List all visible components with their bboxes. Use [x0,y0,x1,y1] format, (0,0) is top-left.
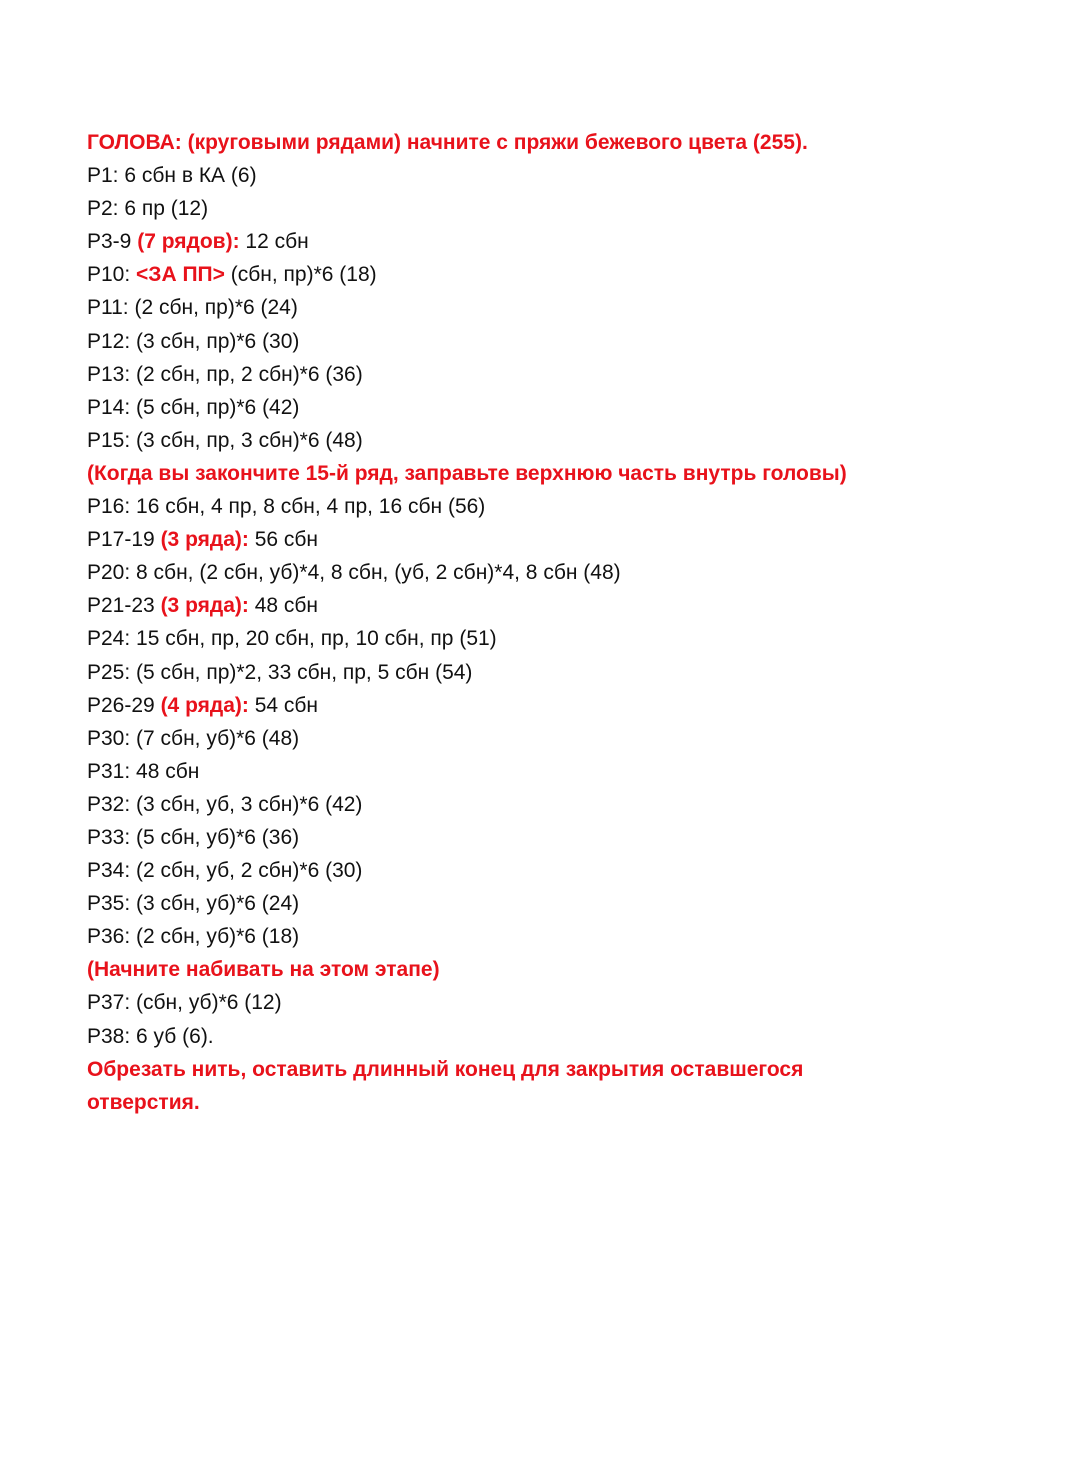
row-25: Р25: (5 сбн, пр)*2, 33 сбн, пр, 5 сбн (54) [87,660,473,684]
row-16: Р16: 16 сбн, 4 пр, 8 сбн, 4 пр, 16 сбн (56) [87,495,486,519]
row-14: Р14: (5 сбн, пр)*6 (42) [87,395,300,419]
row-count-note: (4 ряда): [160,693,249,717]
row-label: Р26-29 [87,693,161,717]
section-heading: ГОЛОВА: (круговыми рядами) начните с пряжи бежевого цвета (255). [87,131,808,154]
row-13: Р13: (2 сбн, пр, 2 сбн)*6 (36) [87,362,363,386]
row-label: Р21-23 [87,594,161,618]
row-35: Р35: (3 сбн, уб)*6 (24) [87,892,300,916]
row-21-23 [87,589,1047,622]
row-12: Р12: (3 сбн, пр)*6 (30) [87,329,300,353]
row-38: Р38: 6 уб (6). [87,1024,214,1048]
row-15: Р15: (3 сбн, пр, 3 сбн)*6 (48) [87,428,363,452]
row-1: Р1: 6 сбн в КА (6) [87,164,257,188]
closing-instruction-line-2: отверстия. [87,1090,200,1114]
row-2: Р2: 6 пр (12) [87,197,209,221]
row-count-note: (7 рядов): [137,230,240,254]
row-34: Р34: (2 сбн, уб, 2 сбн)*6 (30) [87,859,363,883]
row-instructions: 56 сбн [248,528,319,552]
row-3-9 [87,225,1047,258]
row-17-19 [87,523,1047,556]
row-label: Р10: [87,263,137,287]
note-stuffing: (Начните набивать на этом этапе) [87,958,440,982]
row-instructions: 54 сбн [248,693,319,717]
closing-instruction-line-1: Обрезать нить, оставить длинный конец для закрытия оставшегося [87,1057,804,1081]
row-10 [87,258,1047,291]
row-30: Р30: (7 сбн, уб)*6 (48) [87,726,300,750]
row-instructions: 48 сбн [248,594,319,618]
row-32: Р32: (3 сбн, уб, 3 сбн)*6 (42) [87,792,363,816]
row-instructions: (сбн, пр)*6 (18) [224,263,377,287]
back-loop-note: <ЗА ПП> [136,263,225,287]
row-31: Р31: 48 сбн [87,759,200,783]
row-26-29 [87,689,1047,722]
row-24: Р24: 15 сбн, пр, 20 сбн, пр, 10 сбн, пр (51) [87,627,497,651]
row-33: Р33: (5 сбн, уб)*6 (36) [87,825,300,849]
row-label: Р3-9 [87,230,138,254]
row-20: Р20: 8 сбн, (2 сбн, уб)*4, 8 сбн, (уб, 2 сбн)*4, 8 сбн (48) [87,561,621,585]
note-after-row-15: (Когда вы закончите 15-й ряд, заправьте верхнюю часть внутрь головы) [87,461,847,485]
row-label: Р17-19 [87,528,161,552]
row-36: Р36: (2 сбн, уб)*6 (18) [87,925,300,949]
pattern-text [87,126,1047,1119]
row-count-note: (3 ряда): [160,594,249,618]
row-instructions: 12 сбн [239,230,309,254]
row-count-note: (3 ряда): [160,528,249,552]
row-37: Р37: (сбн, уб)*6 (12) [87,991,282,1015]
row-11: Р11: (2 сбн, пр)*6 (24) [87,296,298,320]
